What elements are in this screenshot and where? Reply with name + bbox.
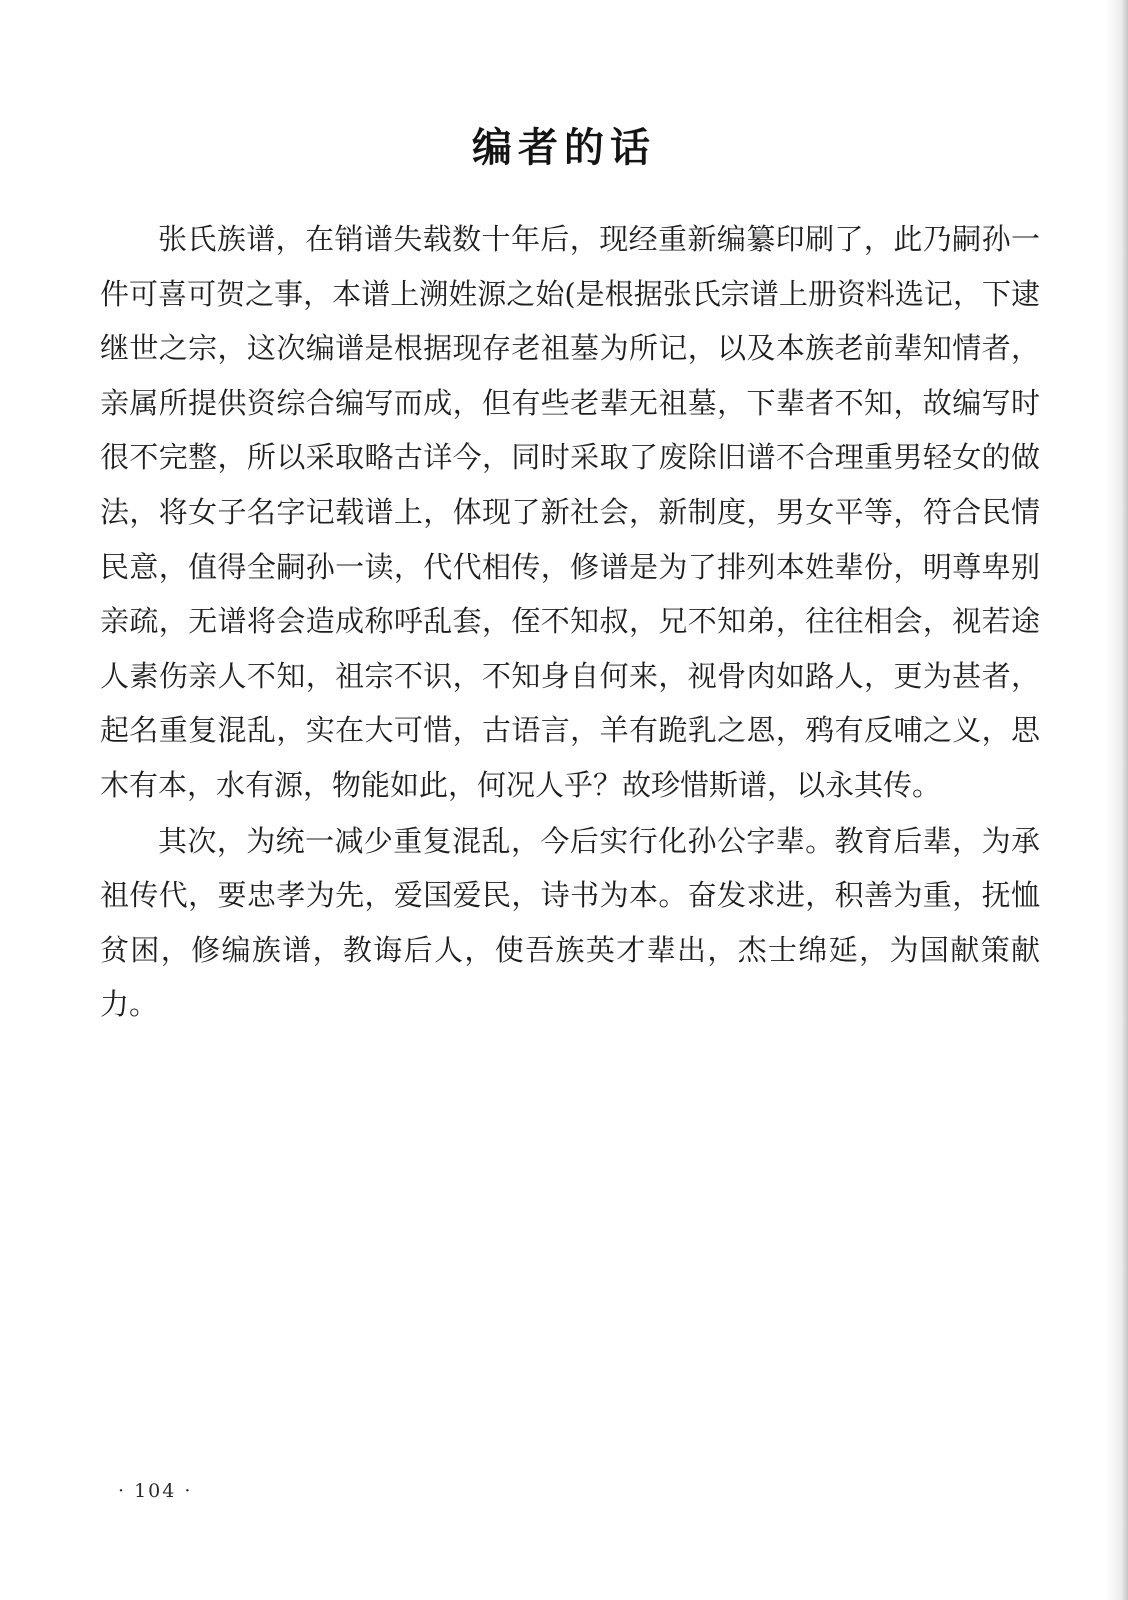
body-text — [100, 212, 1040, 1032]
paragraph-1: 张氏族谱，在销谱失载数十年后，现经重新编纂印刷了，此乃嗣孙一件可喜可贺之事，本谱上溯姓源之始(是根据张氏宗谱上册资料选记，下逮继世之宗，这次编谱是根据现存老祖墓为所记，以及本族老前辈知情者，亲属所提供资综合编写而成，但有些老辈无祖墓，下辈者不知，故编写时很不完整，所以采取略古详今，同时采取了废除旧谱不合理重男轻女的做法，将女子名字记载谱上，体现了新社会，新制度，男女平等，符合民情民意，值得全嗣孙一读，代代相传，修谱是为了排列本姓辈份，明尊卑别亲疏，无谱将会造成称呼乱套，侄不知叔，兄不知弟，往往相会，视若途人素伤亲人不知，祖宗不识，不知身自何来，视骨肉如路人，更为甚者，起名重复混乱，实在大可惜，古语言，羊有跪乳之恩，鸦有反哺之义，思木有本，水有源，物能如此，何况人乎？故珍惜斯谱，以永其传。 — [100, 222, 1040, 802]
scan-edge-shadow — [1106, 0, 1128, 1600]
page-title: 编者的话 — [472, 124, 656, 171]
paragraph-2: 其次，为统一减少重复混乱，今后实行化孙公字辈。教育后辈，为承祖传代，要忠孝为先，爱国爱民，诗书为本。奋发求进，积善为重，抚恤贫困，修编族谱，教诲后人，使吾族英才辈出，杰士绵延，为国献策献力。 — [100, 823, 1040, 1022]
page-number: · 104 · — [118, 1480, 193, 1502]
